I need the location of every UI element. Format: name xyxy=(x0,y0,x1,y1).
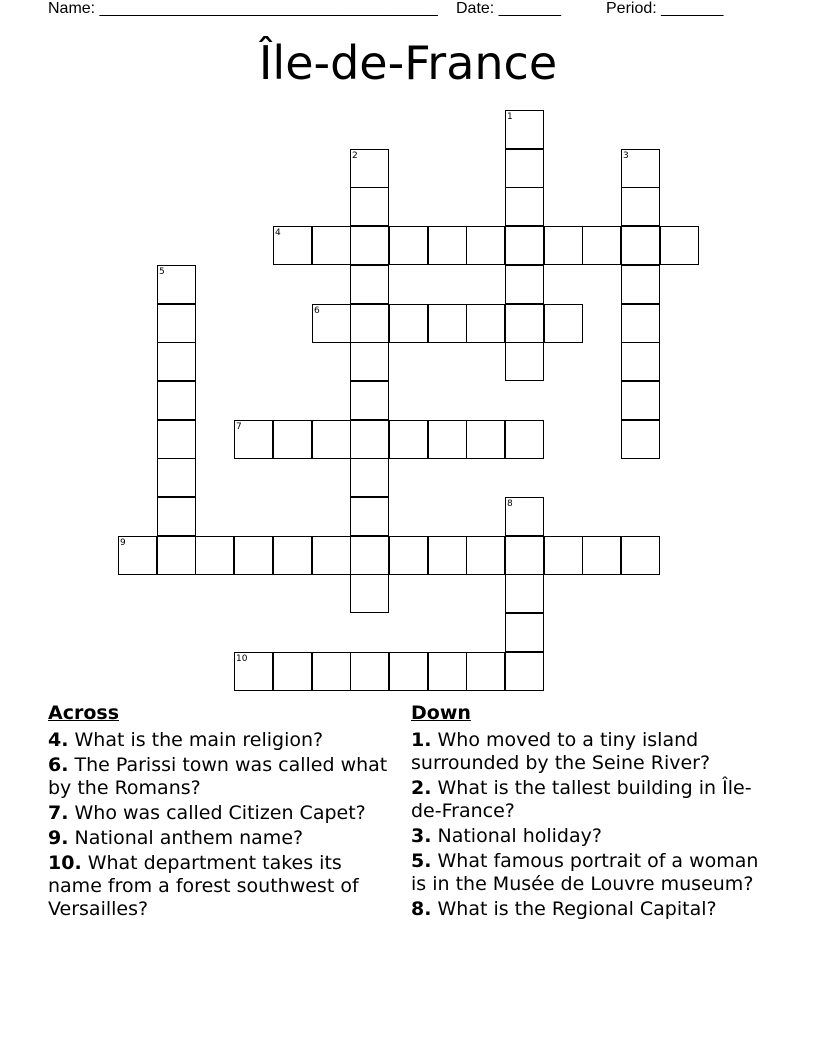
clue-text: Who moved to a tiny island surrounded by the Seine River? xyxy=(411,729,711,774)
date-field-label: Date: _______ xyxy=(456,0,561,17)
grid-cell[interactable] xyxy=(389,536,428,575)
clue-number: 3. xyxy=(411,825,432,847)
grid-cell[interactable] xyxy=(466,304,505,343)
grid-cell[interactable] xyxy=(466,226,505,265)
across-clues xyxy=(48,702,393,923)
clue-number: 9. xyxy=(48,827,69,849)
grid-cell[interactable] xyxy=(350,497,389,536)
grid-cell[interactable] xyxy=(582,226,621,265)
clue-text: What is the tallest building in Île-de-France? xyxy=(411,777,752,822)
grid-cell[interactable] xyxy=(544,226,583,265)
grid-cell[interactable] xyxy=(621,536,660,575)
grid-cell[interactable] xyxy=(389,652,428,691)
down-clue xyxy=(411,729,763,775)
grid-cell[interactable] xyxy=(157,497,196,536)
clue-number: 1. xyxy=(411,729,432,751)
grid-cell[interactable] xyxy=(350,187,389,226)
grid-cell[interactable] xyxy=(505,187,544,226)
grid-cell[interactable] xyxy=(312,420,351,459)
clue-number: 6 xyxy=(314,306,320,316)
grid-cell[interactable] xyxy=(428,420,467,459)
grid-cell[interactable] xyxy=(350,381,389,420)
grid-cell[interactable] xyxy=(505,420,544,459)
grid-cell[interactable] xyxy=(621,381,660,420)
grid-cell[interactable] xyxy=(505,226,544,265)
grid-cell[interactable] xyxy=(350,304,389,343)
clue-text: The Parissi town was called what by the Romans? xyxy=(48,754,388,799)
grid-cell[interactable] xyxy=(273,420,312,459)
down-clue xyxy=(411,825,763,848)
clue-text: What is the main religion? xyxy=(68,729,324,751)
grid-cell[interactable] xyxy=(621,265,660,304)
clue-text: What famous portrait of a woman is in the Musée de Louvre museum? xyxy=(411,850,759,895)
clue-number: 7. xyxy=(48,802,69,824)
grid-cell[interactable] xyxy=(389,226,428,265)
grid-cell[interactable] xyxy=(234,536,273,575)
clue-number: 4. xyxy=(48,729,69,751)
across-heading: Across xyxy=(48,702,120,724)
grid-cell[interactable] xyxy=(157,265,196,304)
grid-cell[interactable] xyxy=(389,420,428,459)
period-field-label: Period: _______ xyxy=(606,0,724,17)
grid-cell[interactable] xyxy=(428,536,467,575)
grid-cell[interactable] xyxy=(660,226,699,265)
clue-text: National holiday? xyxy=(431,825,602,847)
grid-cell[interactable] xyxy=(350,536,389,575)
grid-cell[interactable] xyxy=(505,652,544,691)
down-clue xyxy=(411,777,763,823)
grid-cell[interactable] xyxy=(312,536,351,575)
grid-cell[interactable] xyxy=(505,342,544,381)
name-field-label: Name: ______________________________________ xyxy=(48,0,438,17)
grid-cell[interactable] xyxy=(505,497,544,536)
grid-cell[interactable] xyxy=(273,226,312,265)
grid-cell[interactable] xyxy=(466,536,505,575)
grid-cell[interactable] xyxy=(350,342,389,381)
across-clue xyxy=(48,827,393,850)
clue-number: 6. xyxy=(48,754,69,776)
grid-cell[interactable] xyxy=(621,149,660,188)
grid-cell[interactable] xyxy=(621,342,660,381)
grid-cell[interactable] xyxy=(350,149,389,188)
grid-cell[interactable] xyxy=(157,420,196,459)
clue-text: Who was called Citizen Capet? xyxy=(68,802,366,824)
across-clue xyxy=(48,852,393,921)
clue-text: National anthem name? xyxy=(68,827,304,849)
clue-number: 5 xyxy=(159,267,165,277)
grid-cell[interactable] xyxy=(350,574,389,613)
clue-number: 2. xyxy=(411,777,432,799)
clue-number: 10. xyxy=(48,852,82,874)
grid-cell[interactable] xyxy=(350,652,389,691)
clue-text: What is the Regional Capital? xyxy=(431,898,717,920)
down-clue xyxy=(411,898,763,921)
grid-cell[interactable] xyxy=(621,420,660,459)
grid-cell[interactable] xyxy=(505,110,544,149)
grid-cell[interactable] xyxy=(234,652,273,691)
across-clue xyxy=(48,802,393,825)
grid-cell[interactable] xyxy=(234,420,273,459)
grid-cell[interactable] xyxy=(428,226,467,265)
grid-cell[interactable] xyxy=(544,304,583,343)
grid-cell[interactable] xyxy=(118,536,157,575)
clue-number: 5. xyxy=(411,850,432,872)
grid-cell[interactable] xyxy=(466,420,505,459)
grid-cell[interactable] xyxy=(466,652,505,691)
grid-cell[interactable] xyxy=(312,652,351,691)
grid-cell[interactable] xyxy=(505,304,544,343)
grid-cell[interactable] xyxy=(312,304,351,343)
grid-cell[interactable] xyxy=(505,536,544,575)
grid-cell[interactable] xyxy=(428,652,467,691)
down-clue-list xyxy=(411,729,763,921)
grid-cell[interactable] xyxy=(621,304,660,343)
clue-number: 9 xyxy=(120,538,126,548)
grid-cell[interactable] xyxy=(273,536,312,575)
down-clue xyxy=(411,850,763,896)
grid-cell[interactable] xyxy=(505,613,544,652)
clue-number: 7 xyxy=(236,422,242,432)
grid-cell[interactable] xyxy=(621,187,660,226)
grid-cell[interactable] xyxy=(389,304,428,343)
clue-text: What department takes its name from a forest southwest of Versailles? xyxy=(48,852,359,920)
down-clues xyxy=(411,702,763,923)
grid-cell[interactable] xyxy=(157,381,196,420)
grid-cell[interactable] xyxy=(350,265,389,304)
clue-number: 1 xyxy=(507,112,513,122)
grid-cell[interactable] xyxy=(544,536,583,575)
across-clue-list xyxy=(48,729,393,921)
across-clue xyxy=(48,729,393,752)
grid-cell[interactable] xyxy=(350,458,389,497)
across-clue xyxy=(48,754,393,800)
clue-number: 8 xyxy=(507,499,513,509)
grid-cell[interactable] xyxy=(312,226,351,265)
down-heading: Down xyxy=(411,702,471,724)
clue-number: 2 xyxy=(352,151,358,161)
grid-cell[interactable] xyxy=(505,149,544,188)
grid-cell[interactable] xyxy=(273,652,312,691)
grid-cell[interactable] xyxy=(582,536,621,575)
clue-number: 4 xyxy=(275,228,281,238)
grid-cell[interactable] xyxy=(505,265,544,304)
grid-cell[interactable] xyxy=(621,226,660,265)
clue-number: 3 xyxy=(623,151,629,161)
grid-cell[interactable] xyxy=(505,574,544,613)
grid-cell[interactable] xyxy=(157,536,196,575)
grid-cell[interactable] xyxy=(350,226,389,265)
page-title: Île-de-France xyxy=(258,36,558,90)
grid-cell[interactable] xyxy=(157,342,196,381)
grid-cell[interactable] xyxy=(428,304,467,343)
grid-cell[interactable] xyxy=(157,304,196,343)
clue-number: 10 xyxy=(236,654,248,664)
grid-cell[interactable] xyxy=(157,458,196,497)
clue-number: 8. xyxy=(411,898,432,920)
grid-cell[interactable] xyxy=(195,536,234,575)
grid-cell[interactable] xyxy=(350,420,389,459)
